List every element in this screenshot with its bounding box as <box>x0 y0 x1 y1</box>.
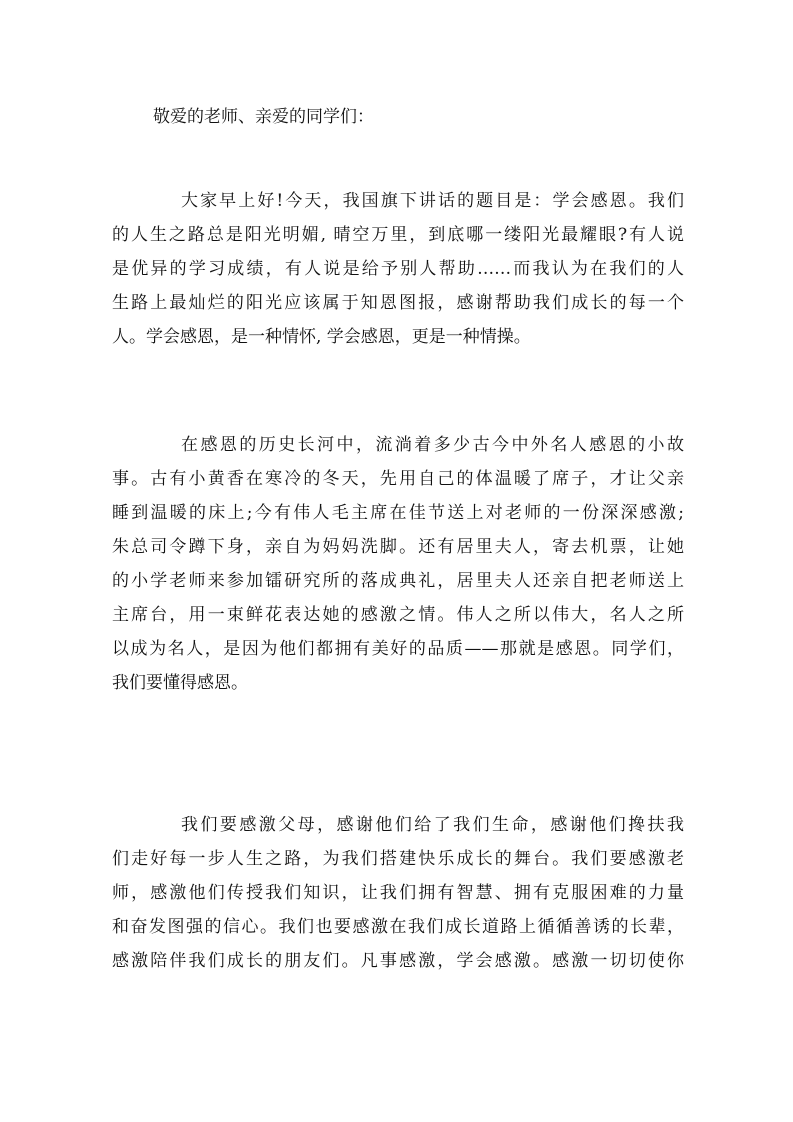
paragraph-line: 们走好每一步人生之路，为我们搭建快乐成长的舞台。我们要感激老 <box>112 849 684 869</box>
paragraph-line: 事。古有小黄香在寒冷的冬天，先用自己的体温暖了席子，才让父亲 <box>112 469 684 489</box>
paragraph-line: 朱总司令蹲下身，亲自为妈妈洗脚。还有居里夫人，寄去机票，让她 <box>112 537 684 557</box>
paragraph-line: 的小学老师来参加镭研究所的落成典礼，居里夫人还亲自把老师送上 <box>112 571 684 591</box>
paragraph-line: 在感恩的历史长河中，流淌着多少古今中外名人感恩的小故 <box>181 435 684 455</box>
paragraph-line: 以成为名人，是因为他们都拥有美好的品质——那就是感恩。同学们， <box>112 639 684 659</box>
paragraph-line: 的人生之路总是阳光明媚, 晴空万里，到底哪一缕阳光最耀眼?有人说 <box>112 225 684 245</box>
paragraph-3 <box>112 808 684 978</box>
paragraph-line: 睡到温暖的床上;今有伟人毛主席在佳节送上对老师的一份深深感激; <box>112 503 684 523</box>
paragraph-line: 感激陪伴我们成长的朋友们。凡事感激，学会感激。感激一切切使你 <box>112 951 684 971</box>
paragraph-line: 我们要感激父母，感谢他们给了我们生命，感谢他们搀扶我 <box>181 815 684 835</box>
paragraph-line: 人。学会感恩，是一种情怀, 学会感恩，更是一种情操。 <box>112 327 531 347</box>
paragraph-line: 是优异的学习成绩，有人说是给予别人帮助……而我认为在我们的人 <box>112 259 684 279</box>
paragraph-line: 和奋发图强的信心。我们也要感激在我们成长道路上循循善诱的长辈， <box>112 917 684 937</box>
paragraph-line: 生路上最灿烂的阳光应该属于知恩图报，感谢帮助我们成长的每一个 <box>112 293 684 313</box>
paragraph-2 <box>112 428 684 700</box>
paragraph-1 <box>112 184 684 354</box>
greeting-line: 敬爱的老师、亲爱的同学们： <box>153 107 374 127</box>
paragraph-line: 大家早上好!今天，我国旗下讲话的题目是：学会感恩。我们 <box>181 191 684 211</box>
paragraph-line: 主席台，用一束鲜花表达她的感激之情。伟人之所以伟大，名人之所 <box>112 605 684 625</box>
paragraph-line: 我们要懂得感恩。 <box>112 673 248 693</box>
paragraph-line: 师，感激他们传授我们知识，让我们拥有智慧、拥有克服困难的力量 <box>112 883 684 903</box>
